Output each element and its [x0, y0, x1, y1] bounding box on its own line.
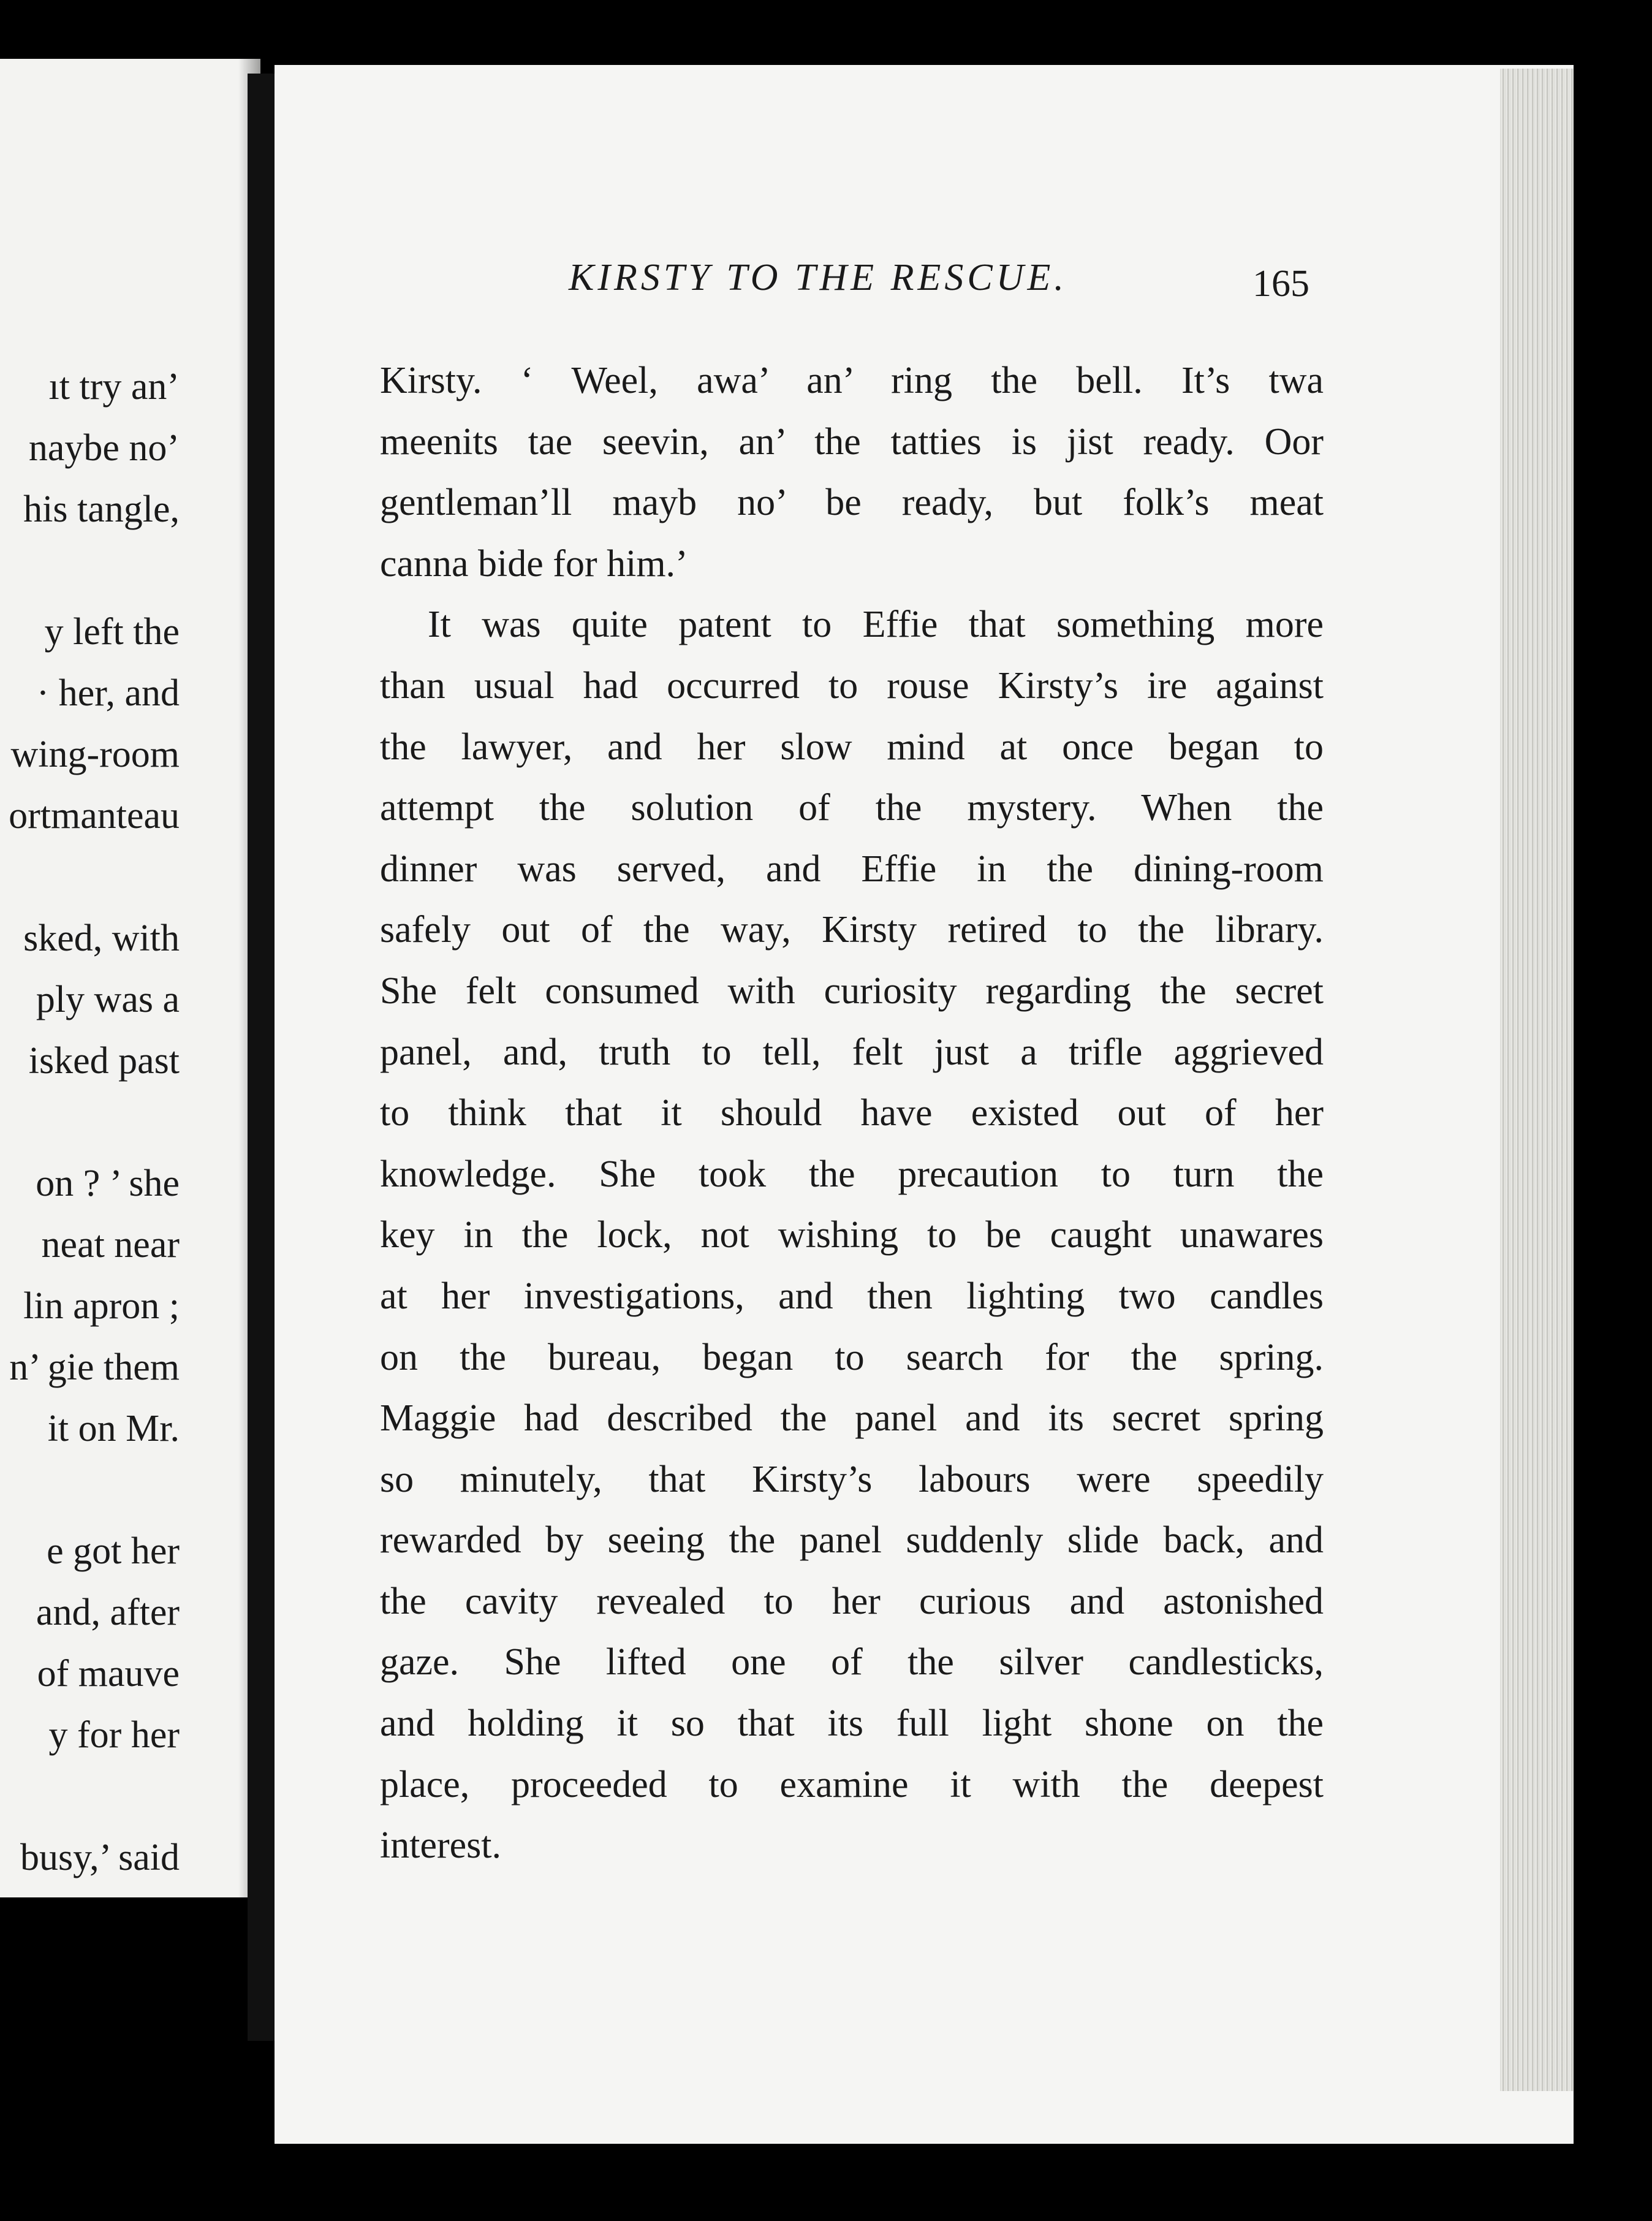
text-line: the cavity revealed to her curious and astonished	[380, 1580, 1324, 1622]
text-line: at her investigations, and then lighting two candles	[380, 1275, 1324, 1317]
page-number: 165	[1252, 263, 1309, 305]
paragraph	[380, 594, 1324, 1876]
text-line: place, proceeded to examine it with the deepest	[380, 1763, 1324, 1805]
left-page-line: sked, with	[23, 917, 180, 959]
text-line: knowledge. She took the precaution to turn the	[380, 1153, 1324, 1195]
running-head: KIRSTY TO THE RESCUE.	[569, 257, 1067, 298]
text-line: to think that it should have existed out of her	[380, 1092, 1324, 1134]
text-line: so minutely, that Kirsty’s labours were speedily	[380, 1458, 1324, 1500]
left-page-line: on ? ’ she	[36, 1163, 180, 1204]
left-page-line: busy,’ said	[20, 1837, 180, 1878]
paragraph	[380, 351, 1324, 594]
left-page-line: ıt try an’	[48, 366, 180, 408]
left-page-line: y left the	[44, 611, 180, 653]
text-line: Kirsty. ‘ Weel, awa’ an’ ring the bell. It’s twa	[380, 360, 1324, 401]
text-line: canna bide for him.’	[380, 542, 688, 585]
left-page-line: isked past	[28, 1040, 180, 1082]
text-line: interest.	[380, 1824, 501, 1867]
text-line: and holding it so that its full light shone on the	[380, 1703, 1324, 1745]
page-edges	[1500, 69, 1574, 2091]
left-page-line: · her, and	[36, 672, 180, 714]
text-line: It was quite patent to Effie that something more	[428, 604, 1324, 646]
text-line: key in the lock, not wishing to be caught unawares	[380, 1214, 1324, 1256]
text-line: gentleman’ll mayb no’ be ready, but folk’s meat	[380, 482, 1324, 524]
text-line: Maggie had described the panel and its secret spring	[380, 1397, 1324, 1440]
left-page-line: his tangle,	[23, 488, 180, 530]
scan-bottom-artifact	[319, 2163, 821, 2200]
book-spine-gap	[248, 74, 276, 2041]
text-line: gaze. She lifted one of the silver candlesticks,	[380, 1641, 1324, 1684]
text-line: on the bureau, began to search for the spring.	[380, 1336, 1324, 1378]
left-page-line: of mauve	[37, 1653, 180, 1695]
text-line: She felt consumed with curiosity regarding the secret	[380, 970, 1324, 1012]
text-line: attempt the solution of the mystery. When the	[380, 787, 1324, 829]
text-line: dinner was served, and Effie in the dining-room	[380, 848, 1324, 890]
body-text	[380, 351, 1324, 1877]
left-page-line: n’ gie them	[9, 1346, 180, 1388]
text-line: than usual had occurred to rouse Kirsty’s ire against	[380, 664, 1324, 707]
text-line: the lawyer, and her slow mind at once began to	[380, 726, 1324, 768]
left-page-line: e got her	[47, 1530, 180, 1572]
text-line: rewarded by seeing the panel suddenly slide back, and	[380, 1519, 1324, 1562]
left-page-line: ortmanteau	[9, 795, 180, 837]
left-page-line: and, after	[36, 1592, 180, 1633]
left-page-line: it on Mr.	[47, 1408, 180, 1449]
left-page-line: lin apron ;	[23, 1285, 180, 1327]
left-facing-page	[0, 59, 260, 1897]
left-page-line: wing-room	[10, 734, 180, 775]
left-page-line: ply was a	[36, 979, 180, 1020]
left-page-line: neat near	[41, 1224, 180, 1266]
text-line: meenits tae seevin, an’ the tatties is jist ready. Oor	[380, 420, 1324, 463]
text-line: safely out of the way, Kirsty retired to the library.	[380, 909, 1324, 951]
left-page-line: y for her	[48, 1714, 180, 1756]
text-line: panel, and, truth to tell, felt just a trifle aggrieved	[380, 1031, 1324, 1073]
left-page-line: naybe no’	[28, 427, 180, 469]
